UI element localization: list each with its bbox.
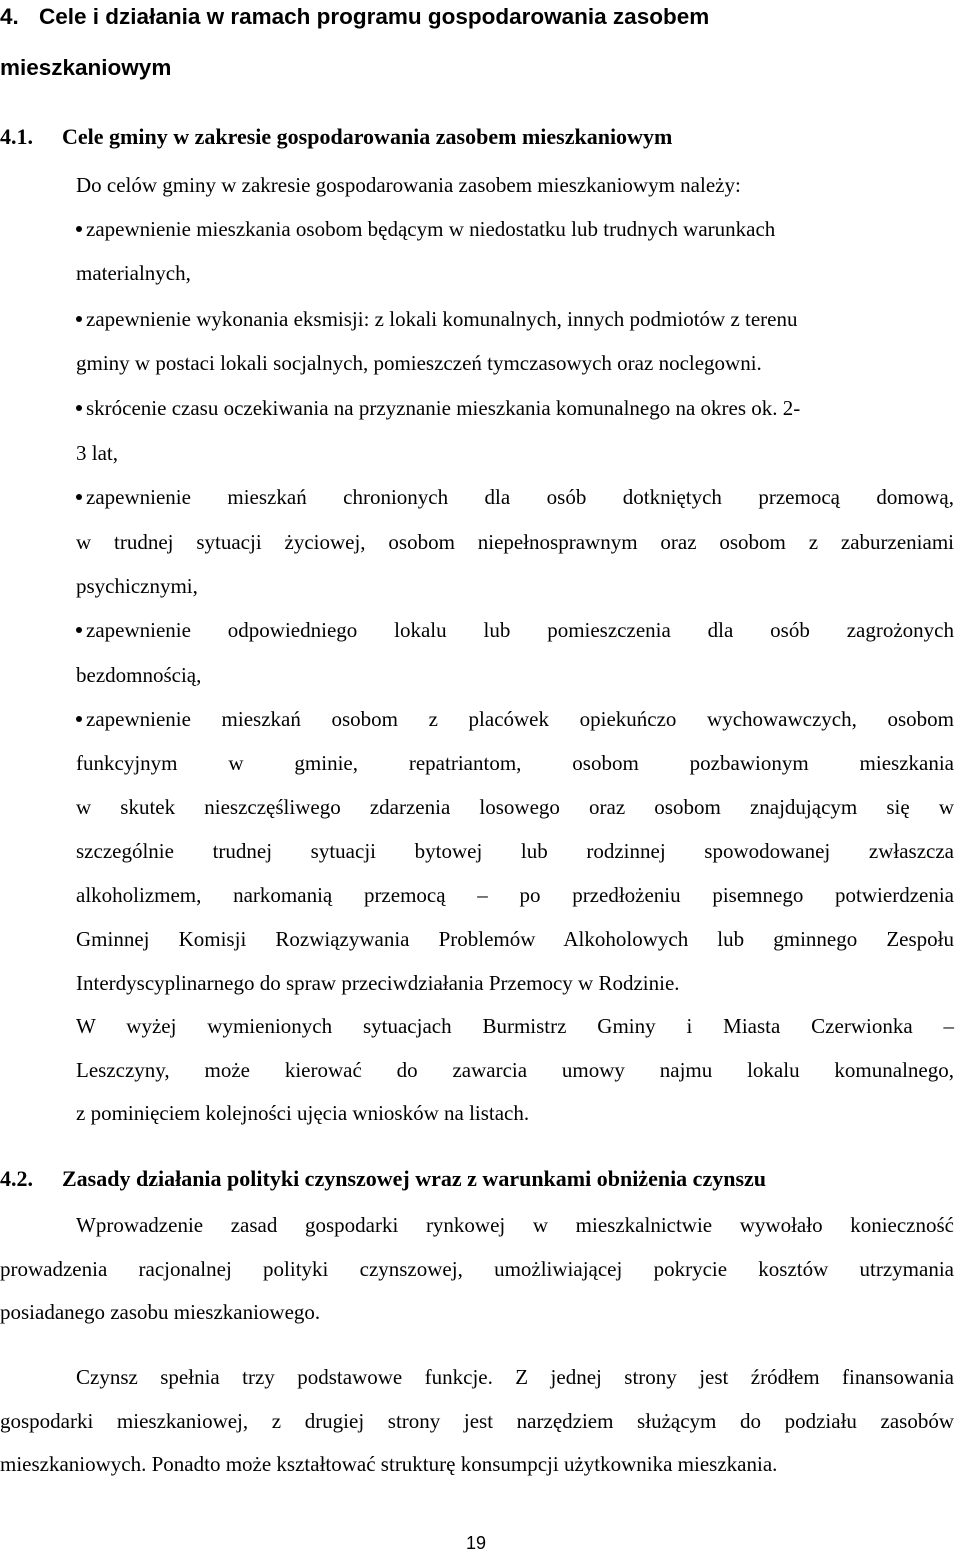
bullet-icon — [76, 405, 82, 411]
goal-item-6-line2: funkcyjnym w gminie, repatriantom, osobom pozbawionym mieszkania — [76, 751, 954, 775]
closing-line1: W wyżej wymienionych sytuacjach Burmistrz Gminy i Miasta Czerwionka – — [76, 1014, 954, 1038]
section-41-number: 4.1. — [0, 124, 33, 149]
closing-line2: Leszczyny, może kierować do zawarcia umowy najmu lokalu komunalnego, — [76, 1058, 954, 1082]
chapter-number: 4. — [0, 4, 19, 29]
goal-item-1-line2: materialnych, — [76, 261, 191, 285]
goal-item-6-line5: alkoholizmem, narkomanią przemocą – po przedłożeniu pisemnego potwierdzenia — [76, 883, 954, 907]
goal-item-2-line1: zapewnienie wykonania eksmisji: z lokali komunalnych, innych podmiotów z terenu — [86, 307, 798, 331]
rent-paragraph2-line2: gospodarki mieszkaniowej, z drugiej strony jest narzędziem służącym do podziału zasobów — [0, 1409, 954, 1433]
rent-paragraph1-line2: prowadzenia racjonalnej polityki czynszowej, umożliwiającej pokrycie kosztów utrzymania — [0, 1257, 954, 1281]
section-42-title: Zasady działania polityki czynszowej wraz z warunkami obniżenia czynszu — [62, 1166, 767, 1191]
goal-item-5 — [76, 617, 954, 643]
section-42-heading — [0, 1166, 767, 1192]
goal-item-1 — [76, 216, 955, 242]
goal-item-3-line1: skrócenie czasu oczekiwania na przyznanie mieszkania komunalnego na okres ok. 2- — [86, 396, 801, 420]
goal-item-3 — [76, 395, 800, 421]
goal-item-6-line7: Interdyscyplinarnego do spraw przeciwdziałania Przemocy w Rodzinie. — [76, 971, 680, 995]
closing-line3: z pominięciem kolejności ujęcia wniosków na listach. — [76, 1101, 530, 1125]
section-41-title: Cele gminy w zakresie gospodarowania zasobem mieszkaniowym — [62, 124, 673, 149]
goal-item-4-line3: psychicznymi, — [76, 574, 198, 598]
section-41-heading — [0, 124, 673, 150]
goal-item-1-line1: zapewnienie mieszkania osobom będącym w niedostatku lub trudnych warunkach — [86, 217, 776, 241]
rent-paragraph1-line1: Wprowadzenie zasad gospodarki rynkowej w mieszkalnictwie wywołało konieczność — [76, 1213, 954, 1237]
goal-item-5-line1: zapewnienie odpowiedniego lokalu lub pomieszczenia dla osób zagrożonych — [86, 618, 954, 642]
goal-item-5-line2: bezdomnością, — [76, 663, 202, 687]
chapter-title-line2: mieszkaniowym — [0, 55, 172, 80]
bullet-icon — [76, 494, 82, 500]
chapter-heading — [0, 4, 709, 30]
section-41-intro: Do celów gminy w zakresie gospodarowania zasobem mieszkaniowym należy: — [76, 173, 741, 197]
goal-item-6-line6: Gminnej Komisji Rozwiązywania Problemów Alkoholowych lub gminnego Zespołu — [76, 927, 954, 951]
goal-item-6-line1: zapewnienie mieszkań osobom z placówek opiekuńczo wychowawczych, osobom — [86, 707, 954, 731]
rent-paragraph1-line3: posiadanego zasobu mieszkaniowego. — [0, 1300, 321, 1324]
bullet-icon — [76, 316, 82, 322]
goal-item-6 — [76, 706, 954, 732]
page-number: 19 — [466, 1533, 487, 1553]
bullet-icon — [76, 226, 82, 232]
chapter-title-line1: Cele i działania w ramach programu gospodarowania zasobem — [39, 4, 710, 29]
goal-item-6-line3: w skutek nieszczęśliwego zdarzenia losowego oraz osobom znajdującym się w — [76, 795, 954, 819]
goal-item-3-line2: 3 lat, — [76, 441, 118, 465]
goal-item-2 — [76, 306, 798, 332]
goal-item-4 — [76, 484, 954, 510]
bullet-icon — [76, 627, 82, 633]
goal-item-6-line4: szczególnie trudnej sytuacji bytowej lub rodzinnej spowodowanej zwłaszcza — [76, 839, 954, 863]
goal-item-4-line1: zapewnienie mieszkań chronionych dla osób dotkniętych przemocą domową, — [86, 485, 954, 509]
goal-item-2-line2: gminy w postaci lokali socjalnych, pomieszczeń tymczasowych oraz noclegowni. — [76, 351, 762, 375]
section-42-number: 4.2. — [0, 1166, 33, 1191]
goal-item-4-line2: w trudnej sytuacji życiowej, osobom niepełnosprawnym oraz osobom z zaburzeniami — [76, 530, 954, 554]
rent-paragraph2-line1: Czynsz spełnia trzy podstawowe funkcje. Z jednej strony jest źródłem finansowania — [76, 1365, 954, 1389]
rent-paragraph2-line3: mieszkaniowych. Ponadto może kształtować strukturę konsumpcji użytkownika mieszkania. — [0, 1452, 778, 1476]
bullet-icon — [76, 716, 82, 722]
